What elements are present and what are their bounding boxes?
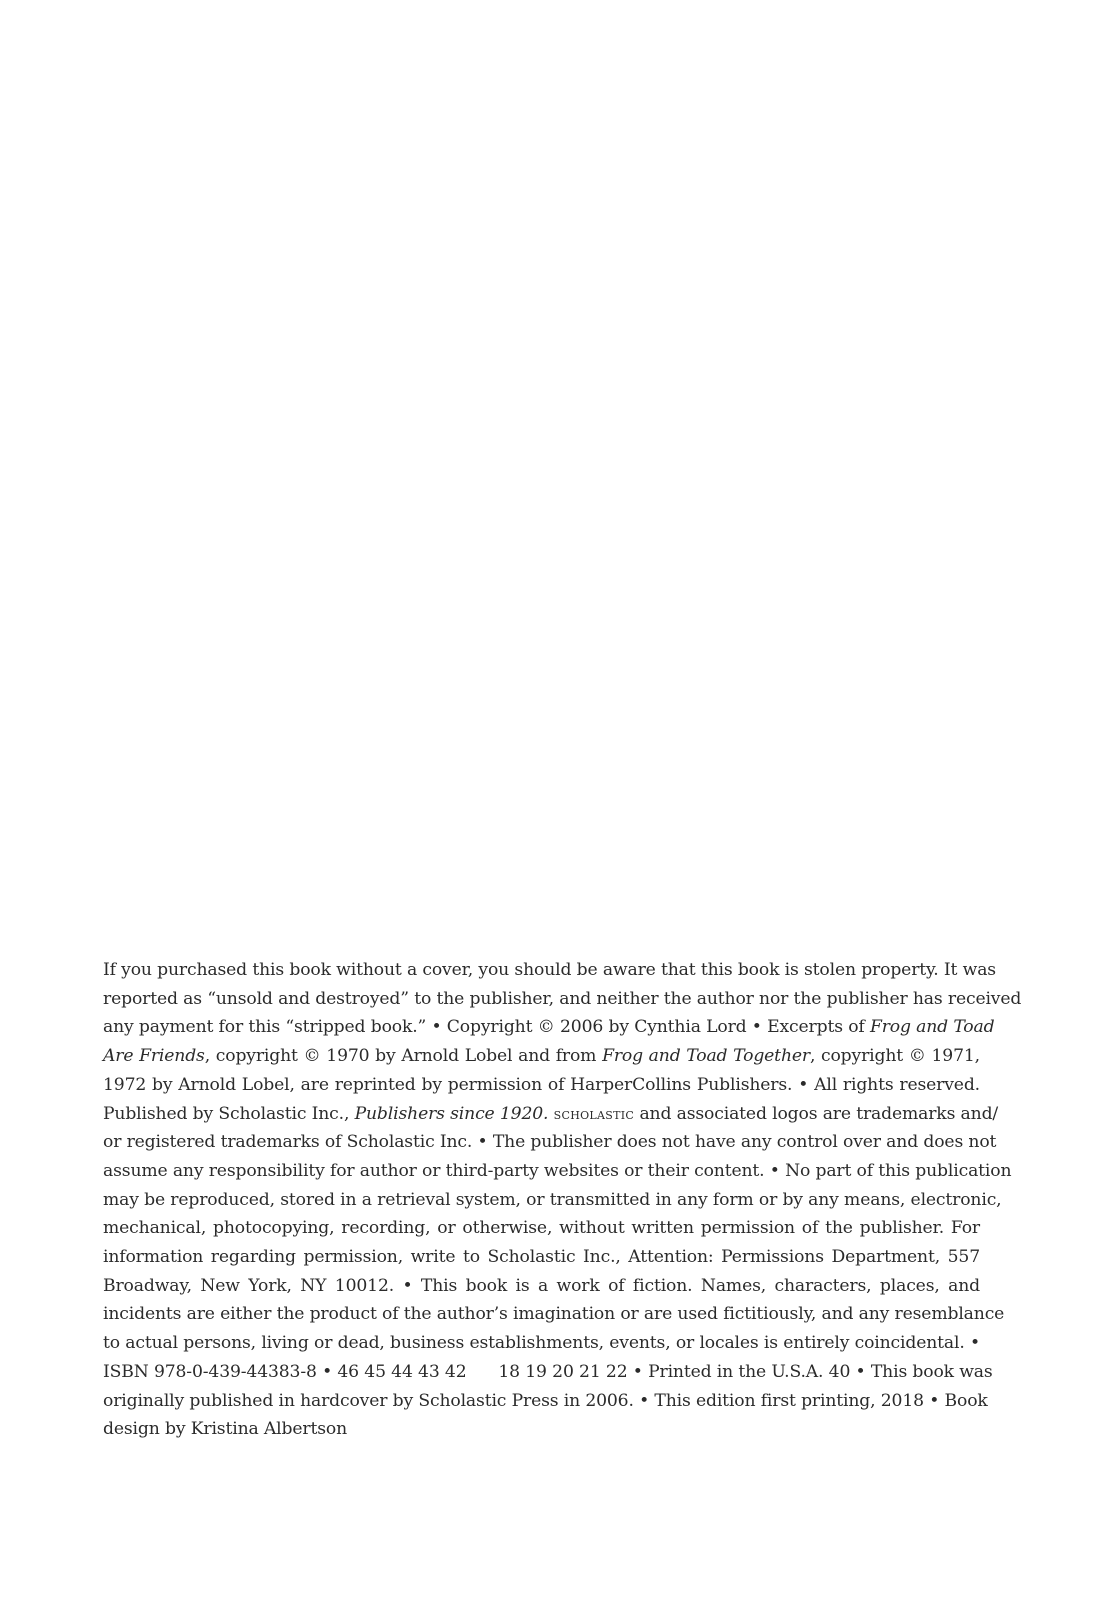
copyright-text-segment: Published by Scholastic Inc.,	[103, 1103, 355, 1124]
copyright-line	[103, 1128, 997, 1157]
copyright-line	[103, 1329, 980, 1358]
copyright-text-segment: Broadway, New York, NY 10012. • This book is a work of fiction. Names, characters, places, and	[103, 1275, 980, 1296]
copyright-text-segment: and associated logos are trademarks and/	[634, 1103, 999, 1124]
copyright-text-segment: Publishers since 1920.	[354, 1103, 549, 1124]
copyright-line	[103, 985, 1022, 1014]
copyright-line	[103, 1071, 980, 1100]
copyright-line	[103, 1042, 980, 1071]
copyright-line	[103, 956, 996, 985]
copyright-text-segment: to actual persons, living or dead, business establishments, events, or locales is entirely coincidental. •	[103, 1333, 980, 1354]
copyright-text-segment: information regarding permission, write to Scholastic Inc., Attention: Permissions Department, 557	[103, 1247, 980, 1268]
copyright-line	[103, 1243, 980, 1272]
copyright-line	[103, 1157, 1012, 1186]
copyright-text-segment: Frog and Toad Together	[602, 1046, 810, 1067]
copyright-text-segment: Frog and Toad	[869, 1017, 995, 1038]
copyright-text-segment: design by Kristina Albertson	[103, 1419, 348, 1440]
copyright-text-segment: may be reproduced, stored in a retrieval system, or transmitted in any form or by any means, electronic,	[103, 1189, 1002, 1210]
copyright-text-segment: mechanical, photocopying, recording, or otherwise, without written permission of the publisher. For	[103, 1218, 980, 1239]
copyright-text-segment: reported as “unsold and destroyed” to the publisher, and neither the author nor the publisher has received	[103, 988, 1022, 1009]
copyright-text-segment: or registered trademarks of Scholastic Inc. • The publisher does not have any control over and does not	[103, 1132, 997, 1153]
copyright-line	[103, 1272, 980, 1301]
copyright-line	[103, 1415, 980, 1444]
copyright-text-segment: ISBN 978-0-439-44383-8 • 46 45 44 43 42 18 19 20 21 22 • Printed in the U.S.A. 40 • This book was	[103, 1361, 993, 1382]
copyright-text-segment: assume any responsibility for author or third-party websites or their content. • No part of this publication	[103, 1160, 1012, 1181]
copyright-text-segment: 1972 by Arnold Lobel, are reprinted by permission of HarperCollins Publishers. • All rights reserved.	[103, 1074, 980, 1095]
copyright-notice	[103, 956, 1022, 1444]
copyright-text-segment: , copyright © 1971,	[809, 1046, 980, 1067]
copyright-line	[103, 1387, 988, 1416]
copyright-line	[103, 1013, 995, 1042]
copyright-line	[103, 1358, 993, 1387]
copyright-line	[103, 1214, 980, 1243]
copyright-text-segment: , copyright © 1970 by Arnold Lobel and from	[204, 1046, 603, 1067]
copyright-text-segment: If you purchased this book without a cover, you should be aware that this book is stolen property. It was	[103, 960, 996, 980]
copyright-text-segment: originally published in hardcover by Scholastic Press in 2006. • This edition first printing, 2018 • Book	[103, 1390, 988, 1411]
copyright-line	[103, 1300, 1005, 1329]
copyright-text-segment: incidents are either the product of the author’s imagination or are used fictitiously, and any resemblance	[103, 1304, 1005, 1325]
copyright-text-segment: any payment for this “stripped book.” • Copyright © 2006 by Cynthia Lord • Excerpts of	[103, 1017, 870, 1038]
copyright-line	[103, 1186, 1002, 1215]
copyright-text-segment: scholastic	[553, 1104, 635, 1123]
copyright-line	[103, 1100, 999, 1129]
copyright-text-segment: Are Friends	[103, 1046, 205, 1067]
